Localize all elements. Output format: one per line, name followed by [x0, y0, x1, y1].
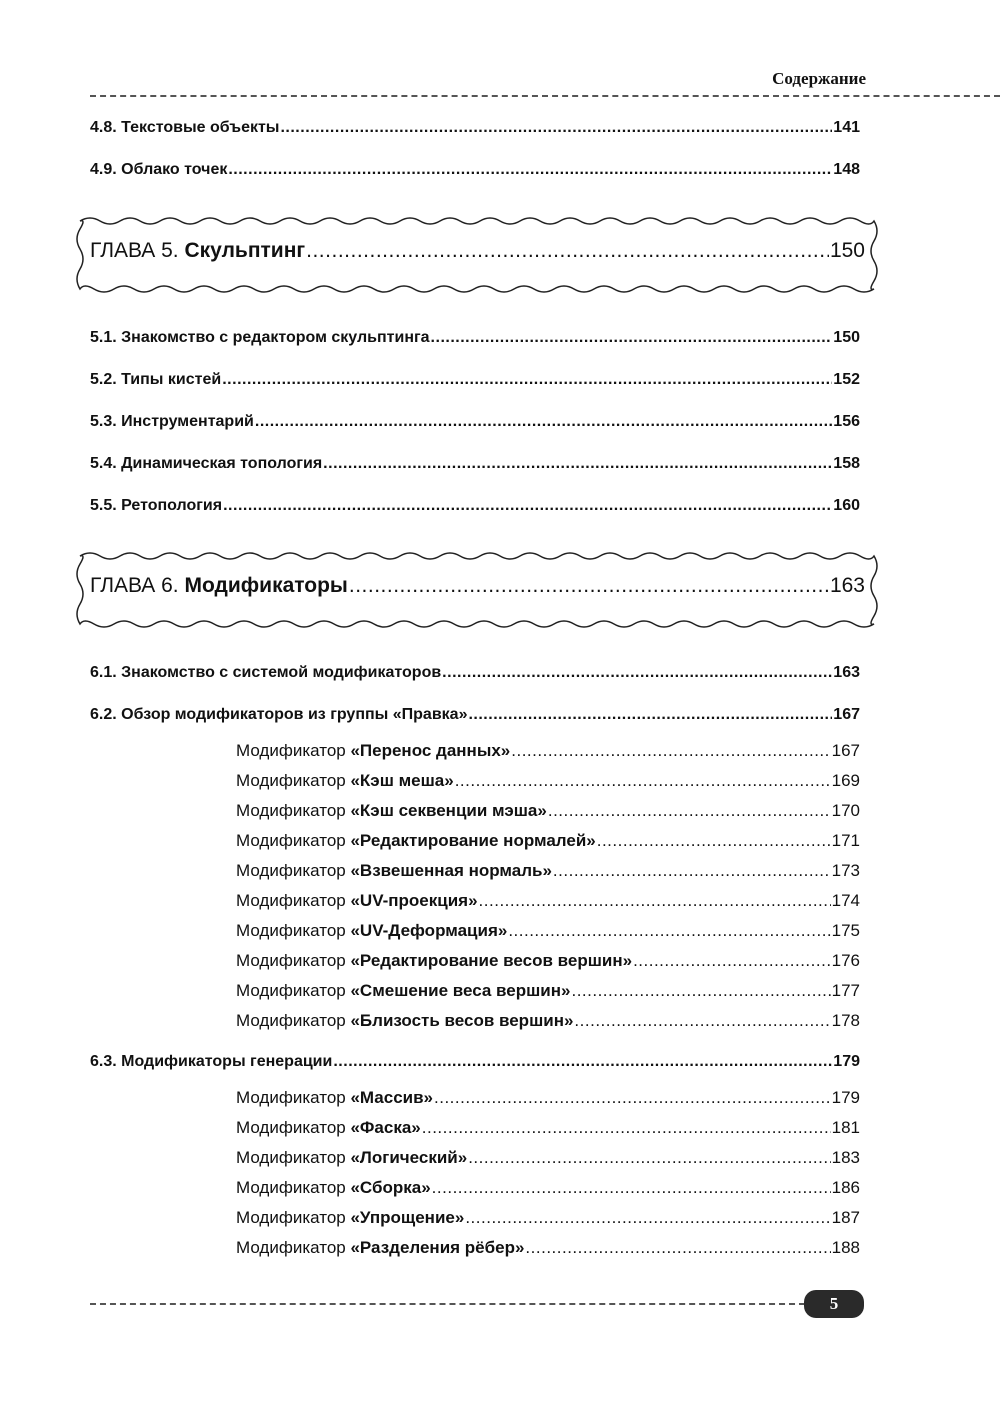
entry-number: 6.1.: [90, 664, 117, 681]
entry-number: 4.8.: [90, 119, 117, 136]
subentry-name: «UV-проекция»: [350, 891, 478, 910]
entry-page: 152: [833, 371, 860, 388]
running-header: Содержание: [772, 69, 866, 88]
subentry-name: «Смешение веса вершин»: [350, 981, 571, 1000]
subentry-name: «Кэш меша»: [350, 771, 454, 790]
subentry-name: «Редактирование весов вершин»: [350, 951, 633, 970]
subentry-prefix: Модификатор: [236, 1148, 346, 1167]
subentry-name: «Сборка»: [350, 1178, 431, 1197]
chapter-title: Скульптинг: [184, 239, 306, 262]
toc-subentry[interactable]: [236, 831, 860, 851]
leader-dots: [574, 1011, 830, 1031]
entry-page: 156: [833, 413, 860, 430]
entry-number: 5.5.: [90, 497, 117, 514]
leader-dots: [455, 771, 831, 791]
subentry-name: «Массив»: [350, 1088, 434, 1107]
toc-subentry[interactable]: [236, 1178, 860, 1198]
leader-dots: [548, 801, 831, 821]
entry-number: 4.9.: [90, 161, 117, 178]
entry-title: Инструментарий: [121, 413, 254, 430]
subentry-prefix: Модификатор: [236, 1088, 346, 1107]
entry-page: 148: [833, 161, 860, 178]
leader-dots: [323, 455, 832, 473]
subentry-page: 179: [831, 1088, 860, 1107]
subentry-page: 169: [831, 771, 860, 790]
leader-dots: [508, 921, 830, 941]
subentry-prefix: Модификатор: [236, 981, 346, 1000]
toc-subentry[interactable]: [236, 1011, 860, 1031]
subentry-page: 174: [831, 891, 860, 910]
leader-dots: [525, 1238, 830, 1258]
entry-title: Знакомство с редактором скульптинга: [121, 329, 430, 346]
subentry-page: 175: [831, 921, 860, 940]
leader-dots: [511, 741, 830, 761]
subentry-page: 187: [831, 1208, 860, 1227]
subentry-page: 188: [831, 1238, 860, 1257]
toc-entry-4-9[interactable]: [90, 161, 860, 179]
toc-entry-4-8[interactable]: [90, 119, 860, 137]
entry-number: 5.3.: [90, 413, 117, 430]
toc-entry-5-1[interactable]: [90, 329, 860, 347]
subentry-prefix: Модификатор: [236, 1011, 346, 1030]
leader-dots: [333, 1053, 832, 1071]
toc-subentry[interactable]: [236, 861, 860, 881]
subentry-name: «UV-Деформация»: [350, 921, 508, 940]
entry-title: Модификаторы генерации: [121, 1053, 333, 1070]
subentry-page: 167: [831, 741, 860, 760]
subentry-prefix: Модификатор: [236, 1118, 346, 1137]
chapter-5-line: [90, 239, 865, 263]
subentry-prefix: Модификатор: [236, 1238, 346, 1257]
leader-dots: [442, 664, 832, 682]
entry-page: 167: [833, 706, 860, 723]
leader-dots: [553, 861, 831, 881]
subentry-name: «Близость весов вершин»: [350, 1011, 574, 1030]
subentry-prefix: Модификатор: [236, 861, 346, 880]
entry-page: 158: [833, 455, 860, 472]
subentry-page: 173: [831, 861, 860, 880]
toc-entry-5-5[interactable]: [90, 497, 860, 515]
subentry-page: 177: [831, 981, 860, 1000]
subentry-name: «Упрощение»: [350, 1208, 465, 1227]
toc-subentry[interactable]: [236, 951, 860, 971]
toc-subentry[interactable]: [236, 1238, 860, 1258]
leader-dots: [571, 981, 830, 1001]
leader-dots: [349, 574, 829, 598]
leader-dots: [422, 1118, 831, 1138]
toc-entry-6-2[interactable]: [90, 706, 860, 724]
entry-page: 179: [833, 1053, 860, 1070]
entry-title: Обзор модификаторов из группы «Правка»: [121, 706, 468, 723]
subentry-prefix: Модификатор: [236, 951, 346, 970]
subentry-name: «Редактирование нормалей»: [350, 831, 596, 850]
entry-page: 160: [833, 497, 860, 514]
entry-number: 6.3.: [90, 1053, 117, 1070]
leader-dots: [222, 371, 832, 389]
toc-subentry[interactable]: [236, 921, 860, 941]
toc-entry-6-3[interactable]: [90, 1053, 860, 1071]
entry-number: 6.2.: [90, 706, 117, 723]
toc-entry-5-3[interactable]: [90, 413, 860, 431]
chapter-6-heading[interactable]: [72, 548, 882, 630]
toc-subentry[interactable]: [236, 741, 860, 761]
toc-subentry[interactable]: [236, 1208, 860, 1228]
chapter-page: 150: [829, 239, 865, 262]
entry-title: Знакомство с системой модификаторов: [121, 664, 442, 681]
toc-subentry[interactable]: [236, 801, 860, 821]
leader-dots: [597, 831, 831, 851]
entry-number: 5.2.: [90, 371, 117, 388]
subentry-name: «Кэш секвенции мэша»: [350, 801, 547, 820]
leader-dots: [432, 1178, 831, 1198]
leader-dots: [228, 161, 832, 179]
entry-number: 5.4.: [90, 455, 117, 472]
subentry-prefix: Модификатор: [236, 891, 346, 910]
toc-entry-5-4[interactable]: [90, 455, 860, 473]
entry-title: Динамическая топология: [121, 455, 323, 472]
leader-dots: [434, 1088, 831, 1108]
leader-dots: [431, 329, 833, 347]
toc-subentry[interactable]: [236, 1148, 860, 1168]
subentry-page: 170: [831, 801, 860, 820]
subentry-prefix: Модификатор: [236, 741, 346, 760]
toc-subentry[interactable]: [236, 981, 860, 1001]
chapter-page: 163: [829, 574, 865, 597]
leader-dots: [280, 119, 832, 137]
subentry-page: 178: [831, 1011, 860, 1030]
subentry-page: 186: [831, 1178, 860, 1197]
subentry-name: «Фаска»: [350, 1118, 421, 1137]
subentry-prefix: Модификатор: [236, 1178, 346, 1197]
footer-divider: [90, 1303, 805, 1305]
subentry-name: «Перенос данных»: [350, 741, 511, 760]
entry-title: Ретопология: [121, 497, 223, 514]
subentry-prefix: Модификатор: [236, 771, 346, 790]
toc-subentry[interactable]: [236, 891, 860, 911]
subentry-page: 176: [831, 951, 860, 970]
chapter-5-heading[interactable]: [72, 213, 882, 295]
subentry-page: 183: [831, 1148, 860, 1167]
entry-title: Облако точек: [121, 161, 228, 178]
chapter-label: ГЛАВА 5.: [90, 239, 179, 262]
subentry-page: 181: [831, 1118, 860, 1137]
chapter-6-line: [90, 574, 865, 598]
toc-subentry[interactable]: [236, 1088, 860, 1108]
entry-title: Типы кистей: [121, 371, 222, 388]
page-number-badge: 5: [804, 1290, 864, 1318]
leader-dots: [468, 1148, 830, 1168]
subentry-prefix: Модификатор: [236, 1208, 346, 1227]
entry-page: 141: [833, 119, 860, 136]
header-divider: [90, 95, 1000, 97]
leader-dots: [306, 239, 829, 263]
toc-entry-5-2[interactable]: [90, 371, 860, 389]
leader-dots: [633, 951, 831, 971]
subentry-prefix: Модификатор: [236, 801, 346, 820]
subentry-page: 171: [831, 831, 860, 850]
toc-subentry[interactable]: [236, 771, 860, 791]
chapter-title: Модификаторы: [184, 574, 348, 597]
chapter-label: ГЛАВА 6.: [90, 574, 179, 597]
entry-page: 150: [833, 329, 860, 346]
subentry-name: «Логический»: [350, 1148, 468, 1167]
leader-dots: [465, 1208, 830, 1228]
subentry-prefix: Модификатор: [236, 921, 346, 940]
subentry-name: «Разделения рёбер»: [350, 1238, 525, 1257]
leader-dots: [223, 497, 832, 515]
leader-dots: [468, 706, 832, 724]
toc-subentry[interactable]: [236, 1118, 860, 1138]
entry-title: Текстовые объекты: [121, 119, 280, 136]
toc-entry-6-1[interactable]: [90, 664, 860, 682]
subentry-name: «Взвешенная нормаль»: [350, 861, 552, 880]
subentry-prefix: Модификатор: [236, 831, 346, 850]
leader-dots: [479, 891, 831, 911]
leader-dots: [255, 413, 832, 431]
entry-number: 5.1.: [90, 329, 117, 346]
entry-page: 163: [833, 664, 860, 681]
